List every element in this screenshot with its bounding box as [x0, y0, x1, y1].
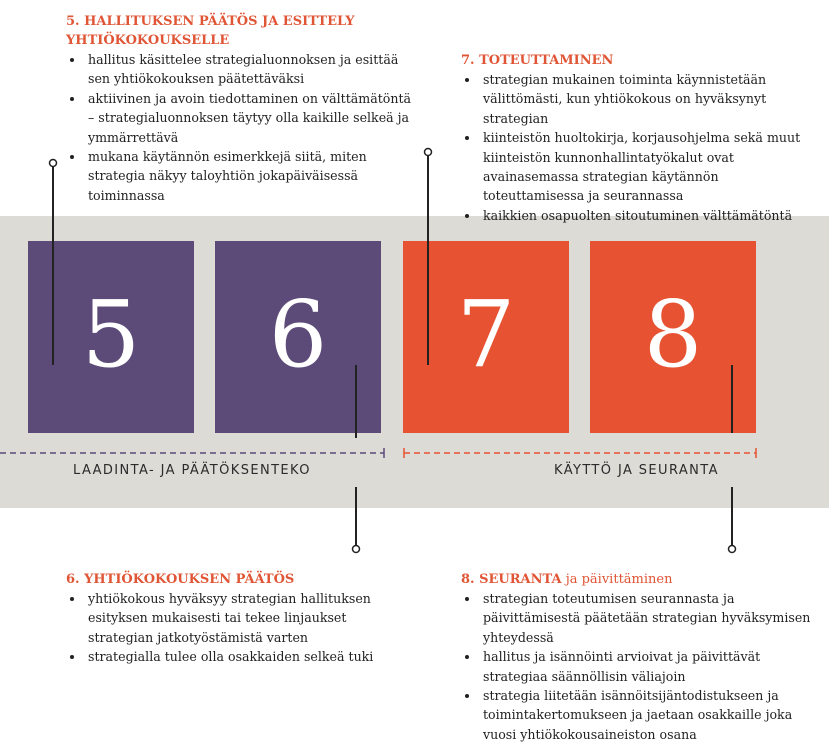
step-6-number: 6	[268, 281, 328, 388]
list-item: aktiivinen ja avoin tiedottaminen on välttämätöntä – strategialuonnoksen täytyy olla kaikille selkeä ja ymmärrettävä	[66, 89, 416, 147]
list-item: strategialla tulee olla osakkaiden selkeä tuki	[66, 647, 406, 666]
step-7-description	[461, 51, 823, 225]
list-item: strategian toteutumisen seurannasta ja päivittämisestä päätetään strategian hyväksymisen yhteydessä	[461, 589, 823, 647]
phase-left-bracket	[0, 448, 384, 458]
step-5-number: 5	[81, 281, 141, 388]
step-6-heading: 6. YHTIÖKOKOUKSEN PÄÄTÖS	[66, 572, 295, 587]
step-6-bullet-list	[66, 589, 406, 667]
list-item: kaikkien osapuolten sitoutuminen välttämätöntä	[461, 206, 823, 225]
step-8-dot	[729, 546, 736, 553]
list-item: strategian mukainen toiminta käynnistetään välittömästi, kun yhtiökokous on hyväksynyt strategian	[461, 70, 823, 128]
list-item: hallitus käsittelee strategialuonnoksen ja esittää sen yhtiökokouksen päätettäväksi	[66, 50, 416, 89]
phase-label-left: LAADINTA- JA PÄÄTÖKSENTEKO	[73, 463, 311, 478]
list-item: yhtiökokous hyväksyy strategian hallituksen esityksen mukaisesti tai tekee linjaukset strategian jatkotyöstämistä varten	[66, 589, 406, 647]
step-6-dot	[353, 546, 360, 553]
list-item: strategia liitetään isännöitsijäntodistukseen ja toimintakertomukseen ja jaetaan osakkaille joka vuosi yhtiökokousaineiston osana	[461, 686, 823, 744]
phase-right-bracket	[404, 448, 756, 458]
phase-label-right: KÄYTTÖ JA SEURANTA	[554, 463, 719, 478]
list-item: kiinteistön huoltokirja, korjausohjelma sekä muut kiinteistön kunnonhallintatyökalut ovat avainasemassa strategian käytännön toteuttamisessa ja seurannassa	[461, 128, 823, 206]
step-6-description	[66, 570, 406, 667]
step-5-description	[66, 12, 416, 205]
step-7-heading: 7. TOTEUTTAMINEN	[461, 53, 614, 68]
step-8-number: 8	[643, 281, 703, 388]
step-5-dot	[50, 160, 57, 167]
step-8-heading: 8. SEURANTA ja päivittäminen	[461, 572, 673, 587]
step-5-bullet-list	[66, 50, 416, 205]
step-5-heading: 5. HALLITUKSEN PÄÄTÖS JA ESITTELY YHTIÖKOKOUKSELLE	[66, 14, 355, 48]
list-item: mukana käytännön esimerkkejä siitä, miten strategia näkyy taloyhtiön jokapäiväisessä toiminnassa	[66, 147, 416, 205]
step-8-description	[461, 570, 823, 744]
list-item: hallitus ja isännöinti arvioivat ja päivittävät strategiaa säännöllisin väliajoin	[461, 647, 823, 686]
step-7-number: 7	[456, 281, 516, 388]
step-7-dot	[425, 149, 432, 156]
step-7-bullet-list	[461, 70, 823, 225]
step-8-bullet-list	[461, 589, 823, 744]
